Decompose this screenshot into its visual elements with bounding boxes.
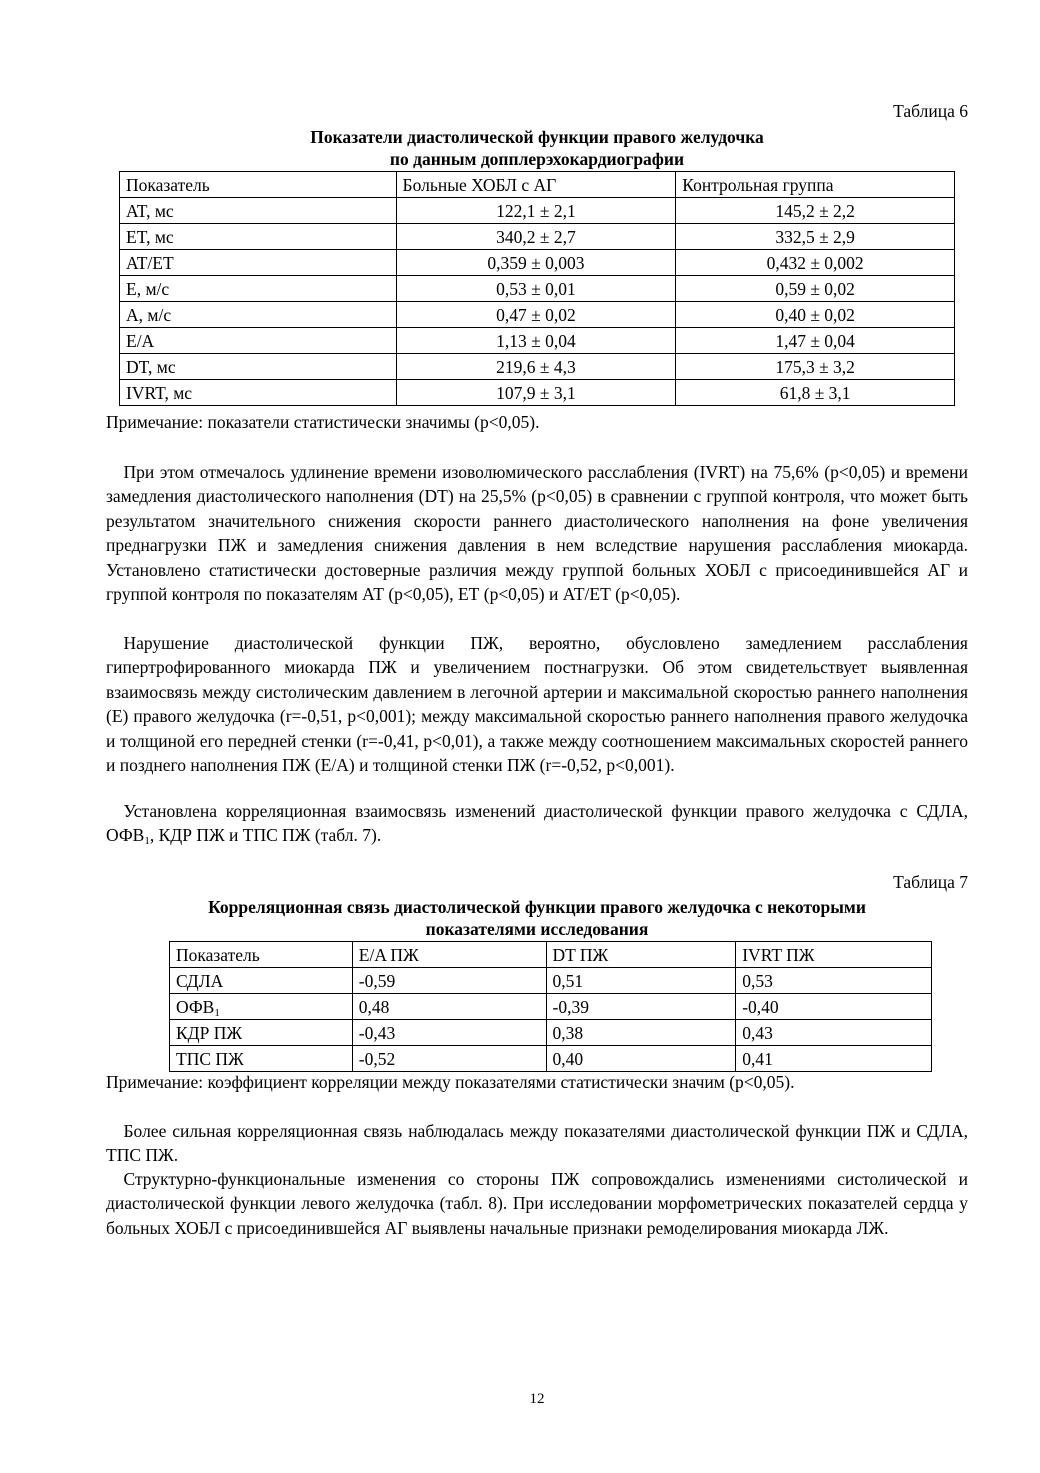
table6-cell: AT/ET xyxy=(120,250,397,276)
table7-cell: -0,39 xyxy=(546,994,736,1020)
table6-cell: 145,2 ± 2,2 xyxy=(676,198,955,224)
table7-cell: КДР ПЖ xyxy=(170,1020,353,1046)
table6-cell: A, м/с xyxy=(120,302,397,328)
table-row xyxy=(120,198,955,224)
paragraph-text: Установлена корреляционная взаимосвязь изменений диастолической функции правого желудочка с СДЛА, ОФВ xyxy=(106,801,968,846)
table6-header-cell: Больные ХОБЛ с АГ xyxy=(396,172,676,198)
paragraph-text: , КДР ПЖ и ТПС ПЖ (табл. 7). xyxy=(149,825,382,846)
table7-cell: 0,41 xyxy=(736,1046,932,1072)
table6-header-cell: Показатель xyxy=(120,172,397,198)
table6-cell: DT, мс xyxy=(120,354,397,380)
body-paragraph xyxy=(106,1167,968,1240)
table7-header-cell: E/A ПЖ xyxy=(352,942,546,968)
table7-header-cell: DT ПЖ xyxy=(546,942,736,968)
table7-header-row xyxy=(170,942,932,968)
table7-cell: 0,40 xyxy=(546,1046,736,1072)
table6-header-row xyxy=(120,172,955,198)
table6-cell: IVRT, мс xyxy=(120,380,397,406)
table6-cell: 0,53 ± 0,01 xyxy=(396,276,676,302)
table6-cell: 107,9 ± 3,1 xyxy=(396,380,676,406)
paragraph-text: Нарушение диастолической функции ПЖ, вероятно, обусловлено замедлением расслабления гипертрофированного миокарда ПЖ и увеличением постнагрузки. Об этом свидетельствует выявленная взаимосвязь между систолическим давлением в легочной артерии и максимальной скоростью раннего наполнения (Е) правого желудочка (r=-0,51, р<0,001); между максимальной скоростью раннего наполнения правого желудочка и толщиной его передней стенки (r=-0,41, р<0,01), а также между соотношением максимальных скоростей раннего и позднего наполнения ПЖ (Е/А) и толщиной стенки ПЖ (r=-0,52, р<0,001). xyxy=(106,633,968,776)
table7-header-cell: IVRT ПЖ xyxy=(736,942,932,968)
table-row xyxy=(120,380,955,406)
table-row xyxy=(120,276,955,302)
table6-cell: 175,3 ± 3,2 xyxy=(676,354,955,380)
table-row xyxy=(120,302,955,328)
table7-cell: $ОФВ_1$ xyxy=(170,994,353,1020)
table6-title-line2: по данным допплерэхокардиографии xyxy=(389,149,685,169)
table-row xyxy=(170,1020,932,1046)
table6-cell: AT, мс xyxy=(120,198,397,224)
document-page xyxy=(106,0,968,1473)
table7-cell: -0,52 xyxy=(352,1046,546,1072)
table6-cell: E/A xyxy=(120,328,397,354)
table6-cell: 0,359 ± 0,003 xyxy=(396,250,676,276)
table7-title-line1: Корреляционная связь диастолической функции правого желудочка с некоторыми xyxy=(208,897,866,917)
body-paragraph xyxy=(106,1119,968,1168)
table6-cell: 0,47 ± 0,02 xyxy=(396,302,676,328)
table6 xyxy=(119,171,955,406)
table6-cell: 1,13 ± 0,04 xyxy=(396,328,676,354)
table-row xyxy=(170,1046,932,1072)
body-paragraph xyxy=(106,460,968,606)
table7-label: Таблица 7 xyxy=(893,872,968,892)
table7-cell: СДЛА xyxy=(170,968,353,994)
body-paragraph xyxy=(106,799,968,848)
table-row xyxy=(120,328,955,354)
table6-cell: 0,59 ± 0,02 xyxy=(676,276,955,302)
table6-cell: 61,8 ± 3,1 xyxy=(676,380,955,406)
table7-header-cell: Показатель xyxy=(170,942,353,968)
table7-cell: 0,38 xyxy=(546,1020,736,1046)
table-row xyxy=(170,994,932,1020)
table7-cell: 0,51 xyxy=(546,968,736,994)
table7-cell: -0,43 xyxy=(352,1020,546,1046)
table6-cell: ET, мс xyxy=(120,224,397,250)
table7-cell: 0,53 xyxy=(736,968,932,994)
table-row xyxy=(120,224,955,250)
page-number: 12 xyxy=(529,1391,545,1407)
table-row xyxy=(120,250,955,276)
table6-title-line1: Показатели диастолической функции правого желудочка xyxy=(310,127,764,147)
paragraph-text: Структурно-функциональные изменения со стороны ПЖ сопровождались изменениями систолической и диастолической функции левого желудочка (табл. 8). При исследовании морфометрических показателей сердца у больных ХОБЛ с присоединившейся АГ выявлены начальные признаки ремоделирования миокарда ЛЖ. xyxy=(106,1169,968,1238)
table7-title-line2: показателями исследования xyxy=(425,919,649,939)
table6-cell: 340,2 ± 2,7 xyxy=(396,224,676,250)
table6-cell: 122,1 ± 2,1 xyxy=(396,198,676,224)
table6-cell: 332,5 ± 2,9 xyxy=(676,224,955,250)
table6-cell: 1,47 ± 0,04 xyxy=(676,328,955,354)
table7-note: Примечание: коэффициент корреляции между показателями статистически значим (р<0,05). xyxy=(106,1072,795,1092)
subscript: 1 xyxy=(144,835,150,848)
table6-cell: E, м/с xyxy=(120,276,397,302)
table7 xyxy=(169,941,932,1072)
body-paragraph xyxy=(106,631,968,777)
table6-cell: 219,6 ± 4,3 xyxy=(396,354,676,380)
table6-label: Таблица 6 xyxy=(893,101,968,121)
table6-note: Примечание: показатели статистически значимы (р<0,05). xyxy=(106,412,540,432)
table7-cell: -0,40 xyxy=(736,994,932,1020)
table7-cell: 0,43 xyxy=(736,1020,932,1046)
table6-cell: 0,432 ± 0,002 xyxy=(676,250,955,276)
table-row xyxy=(170,968,932,994)
table-row xyxy=(120,354,955,380)
table7-cell: ТПС ПЖ xyxy=(170,1046,353,1072)
table6-header-cell: Контрольная группа xyxy=(676,172,955,198)
paragraph-text: Более сильная корреляционная связь наблюдалась между показателями диастолической функции ПЖ и СДЛА, ТПС ПЖ. xyxy=(106,1121,968,1166)
table7-cell: 0,48 xyxy=(352,994,546,1020)
paragraph-text: При этом отмечалось удлинение времени изоволюмического расслабления (IVRT) на 75,6% (р<0,05) и времени замедления диастолического наполнения (DT) на 25,5% (р<0,05) в сравнении с группой контроля, что может быть результатом значительного снижения скорости раннего диастолического наполнения на фоне увеличения преднагрузки ПЖ и замедления снижения давления в нем вследствие нарушения расслабления миокарда. Установлено статистически достоверные различия между группой больных ХОБЛ с присоединившейся АГ и группой контроля по показателям АТ (р<0,05), ЕТ (р<0,05) и АТ/ЕТ (р<0,05). xyxy=(106,462,968,605)
table7-cell: -0,59 xyxy=(352,968,546,994)
table6-cell: 0,40 ± 0,02 xyxy=(676,302,955,328)
